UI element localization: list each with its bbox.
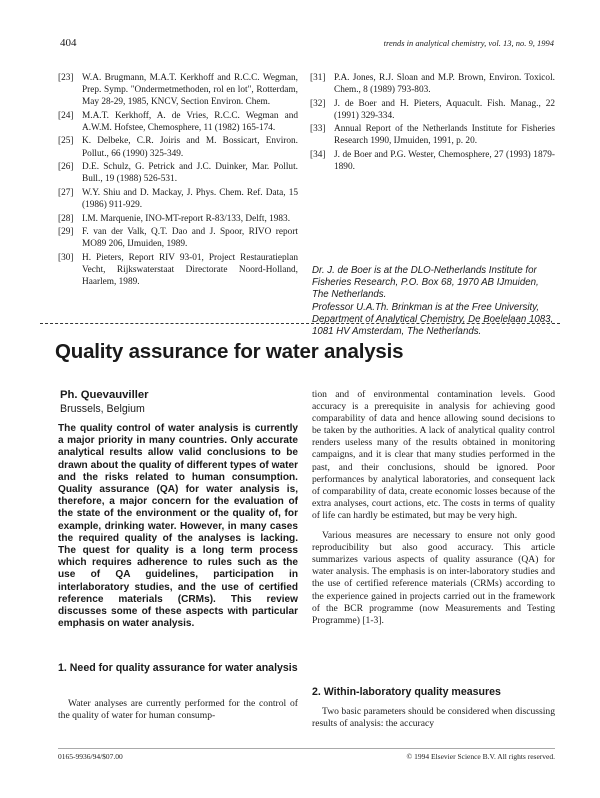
reference-text: P.A. Jones, R.J. Sloan and M.P. Brown, Environ. Toxicol. Chem., 8 (1989) 793-803.	[334, 73, 555, 96]
paragraph: Various measures are necessary to ensure not only good reproducibility but also good accuracy. This article summarizes various aspects of quality assurance (QA) for water analysis. The emphasis is on inter-laboratory studies and the use of certified reference materials (CRMs) according to the experience gained in projects carried out in the framework of the BCR programme (now Measurements and Testing Programme) [1-3].	[312, 530, 555, 626]
reference-item	[310, 123, 555, 147]
reference-number: [26]	[58, 162, 74, 173]
reference-text: J. de Boer and P.G. Wester, Chemosphere, 27 (1993) 1879-1890.	[334, 150, 555, 173]
running-head: trends in analytical chemistry, vol. 13, no. 9, 1994	[383, 38, 554, 48]
author-location: Brussels, Belgium	[60, 403, 145, 415]
article-title: Quality assurance for water analysis	[55, 340, 404, 363]
footer-issn: 0165-9936/94/$07.00	[58, 752, 123, 761]
footer-copyright: © 1994 Elsevier Science B.V. All rights reserved.	[406, 752, 555, 761]
reference-item	[58, 226, 298, 250]
reference-text: W.A. Brugmann, M.A.T. Kerkhoff and R.C.C. Wegman, Prep. Symp. "Ondermetmethoden, rol en lot", Rotterdam, May 28-29, 1985, KNCV, Section Environ. Chem.	[82, 73, 298, 108]
reference-number: [34]	[310, 150, 326, 161]
paragraph: Two basic parameters should be considered when discussing results of analysis: the accuracy	[312, 706, 555, 730]
reference-number: [23]	[58, 73, 74, 83]
body-text-left	[58, 698, 298, 722]
reference-number: [24]	[58, 110, 74, 121]
reference-item	[58, 110, 298, 134]
reference-list-right	[310, 72, 555, 175]
author-affiliation-note	[312, 265, 555, 340]
reference-text: J. de Boer and H. Pieters, Aquacult. Fish. Manag., 22 (1991) 329-334.	[334, 98, 555, 121]
section-heading: 2. Within-laboratory quality measures	[312, 686, 501, 698]
reference-item	[58, 187, 298, 211]
abstract: The quality control of water analysis is currently a major priority in many countries. Only accurate analytical results allow valid conclusions to be drawn about the quality of different types of water and the risks related to human consumption. Quality assurance (QA) for water analysis is, therefore, a major concern for the evaluation of the state of the environment or the quality of, for example, drinking water. However, in many cases the required quality of the analyses is lacking. The quest for quality is a long term process which requires adherence to rules such as the use of QA guidelines, participation in interlaboratory studies, and the use of certified reference materials (CRMs). This review discusses some of these aspects with particular emphasis on water analysis.	[58, 423, 298, 630]
reference-item	[58, 213, 298, 225]
reference-item	[58, 72, 298, 108]
reference-list-left	[58, 72, 298, 290]
author-note-line: Professor U.A.Th. Brinkman is at the Free University, Department of Analytical Chemistry, De Boelelaan 1083, 1081 HV Amsterdam, The Netherlands.	[312, 302, 554, 338]
reference-number: [31]	[310, 73, 326, 83]
reference-number: [32]	[310, 98, 326, 109]
reference-number: [28]	[58, 213, 74, 224]
reference-text: I.M. Marquenie, INO-MT-report R-83/133, Delft, 1983.	[82, 213, 291, 224]
paragraph: tion and of environmental contamination levels. Good accuracy is a prerequisite in analysis for achieving good comparability of data and hence allowing sound decisions to be taken by the authorities. A lack of analytical quality control renders useless many of the results obtained in monitoring campaigns, and it is clear that many studies performed in the past, and their conclusions, should be ignored. Poor performances by analytical laboratories, and consequent lack of comparability of data, create economic losses because of the extra analyses, court actions, etc. The costs in terms of quality of life can hardly be estimated, but may be very high.	[312, 389, 555, 521]
reference-text: H. Pieters, Report RIV 93-01, Project Restauratieplan Vecht, Rijkswaterstaat Directorate Noord-Holland, Haarlem, 1989.	[82, 252, 298, 287]
reference-item	[58, 161, 298, 185]
reference-item	[310, 98, 555, 122]
reference-item	[58, 252, 298, 288]
author-note-line: Dr. J. de Boer is at the DLO-Netherlands Institute for Fisheries Research, P.O. Box 68, 1970 AB IJmuiden, The Netherlands.	[312, 265, 539, 301]
paragraph: Water analyses are currently performed for the control of the quality of water for human consump-	[58, 698, 298, 722]
reference-item	[58, 135, 298, 159]
footer-rule	[58, 748, 555, 749]
reference-text: K. Delbeke, C.R. Joiris and M. Bossicart, Environ. Pollut., 66 (1990) 325-349.	[82, 136, 298, 159]
page-number: 404	[60, 37, 77, 49]
section-heading: 1. Need for quality assurance for water analysis	[58, 662, 298, 674]
reference-text: W.Y. Shiu and D. Mackay, J. Phys. Chem. Ref. Data, 15 (1986) 911-929.	[82, 187, 298, 210]
reference-number: [29]	[58, 227, 74, 238]
body-text-right	[312, 389, 555, 635]
section-divider	[40, 323, 560, 324]
reference-number: [30]	[58, 252, 74, 263]
author-name: Ph. Quevauviller	[60, 389, 149, 401]
reference-number: [25]	[58, 136, 74, 147]
reference-text: F. van der Valk, Q.T. Dao and J. Spoor, RIVO report MO89 206, IJmuiden, 1989.	[82, 227, 298, 250]
reference-text: M.A.T. Kerkhoff, A. de Vries, R.C.C. Wegman and A.W.M. Hofstee, Chemosphere, 11 (1982) 165-174.	[82, 110, 298, 133]
reference-text: D.E. Schulz, G. Petrick and J.C. Duinker, Mar. Pollut. Bull., 19 (1988) 526-531.	[82, 162, 298, 185]
reference-text: Annual Report of the Netherlands Institute for Fisheries Research 1990, IJmuiden, 1991, p. 20.	[334, 124, 555, 147]
reference-item	[310, 72, 555, 96]
body-text-right-2	[312, 706, 555, 730]
reference-item	[310, 149, 555, 173]
reference-number: [27]	[58, 187, 74, 198]
reference-number: [33]	[310, 124, 326, 135]
